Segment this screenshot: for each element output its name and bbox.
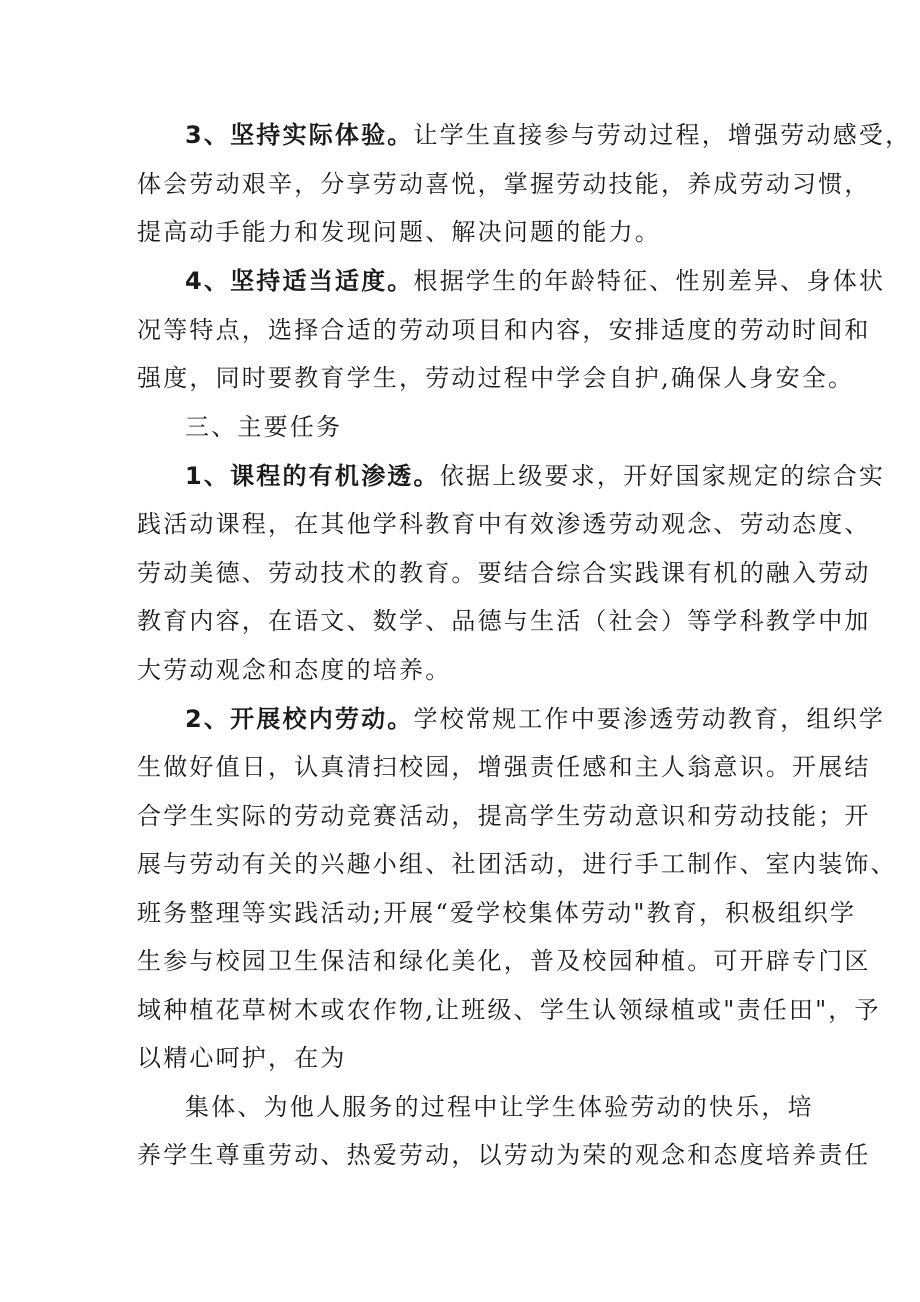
paragraph-1-heading: 3、坚持实际体验。 — [185, 121, 414, 149]
paragraph-4-line-5: 班务整理等实践活动;开展“爱学校集体劳动"教育，积极组织学 — [137, 899, 857, 927]
paragraph-1-line-1 — [185, 120, 911, 150]
paragraph-2-line-2: 况等特点，选择合适的劳动项目和内容，安排适度的劳动时间和 — [137, 316, 871, 344]
paragraph-4-heading: 2、开展校内劳动。 — [185, 705, 414, 733]
paragraph-3-line-4: 教育内容，在语文、数学、品德与生活（社会）等学科教学中加 — [137, 607, 871, 635]
paragraph-5-line-2: 养学生尊重劳动、热爱劳动，以劳动为荣的观念和态度培养责任 — [137, 1141, 871, 1169]
paragraph-1-line-2: 体会劳动艰辛，分享劳动喜悦，掌握劳动技能，养成劳动习惯， — [137, 170, 871, 198]
paragraph-3-line-1 — [185, 461, 885, 491]
section-title: 三、主要任务 — [185, 413, 343, 441]
paragraph-4-line-2: 生做好值日，认真清扫校园，增强责任感和主人翁意识。开展结 — [137, 753, 871, 781]
paragraph-2-text: 根据学生的年龄特征、性别差异、身体状 — [413, 267, 886, 295]
paragraph-4-line-8: 以精心呵护，在为 — [137, 1044, 347, 1072]
paragraph-3-line-5: 大劳动观念和态度的培养。 — [137, 656, 452, 684]
paragraph-4-line-7: 域种植花草树木或农作物,让班级、学生认领绿植或"责任田"，予 — [137, 996, 881, 1024]
paragraph-2-line-1 — [185, 266, 885, 296]
paragraph-1-text: 让学生直接参与劳动过程，增强劳动感受， — [413, 121, 912, 149]
paragraph-2-heading: 4、坚持适当适度。 — [185, 267, 414, 295]
paragraph-4-text: 学校常规工作中要渗透劳动教育，组织学 — [413, 705, 886, 733]
paragraph-4-line-6: 生参与校园卫生保洁和绿化美化，普及校园种植。可开辟专门区 — [137, 947, 871, 975]
paragraph-3-heading: 1、课程的有机渗透。 — [185, 462, 440, 490]
paragraph-1-line-3: 提高动手能力和发现问题、解决问题的能力。 — [137, 218, 661, 246]
paragraph-3-text: 依据上级要求，开好国家规定的综合实 — [439, 462, 886, 490]
paragraph-5-line-1: 集体、为他人服务的过程中让学生体验劳动的快乐，培 — [185, 1093, 814, 1121]
paragraph-4-line-1 — [185, 704, 885, 734]
paragraph-3-line-2: 践活动课程，在其他学科教育中有效渗透劳动观念、劳动态度、 — [137, 510, 871, 538]
paragraph-4-line-3: 合学生实际的劳动竞赛活动，提高学生劳动意识和劳动技能；开 — [137, 802, 871, 830]
paragraph-4-line-4: 展与劳动有关的兴趣小组、社团活动，进行手工制作、室内装饰、 — [137, 850, 897, 878]
paragraph-3-line-3: 劳动美德、劳动技术的教育。要结合综合实践课有机的融入劳动 — [137, 559, 871, 587]
paragraph-2-line-3: 强度，同时要教育学生，劳动过程中学会自护,确保人身安全。 — [137, 364, 855, 392]
